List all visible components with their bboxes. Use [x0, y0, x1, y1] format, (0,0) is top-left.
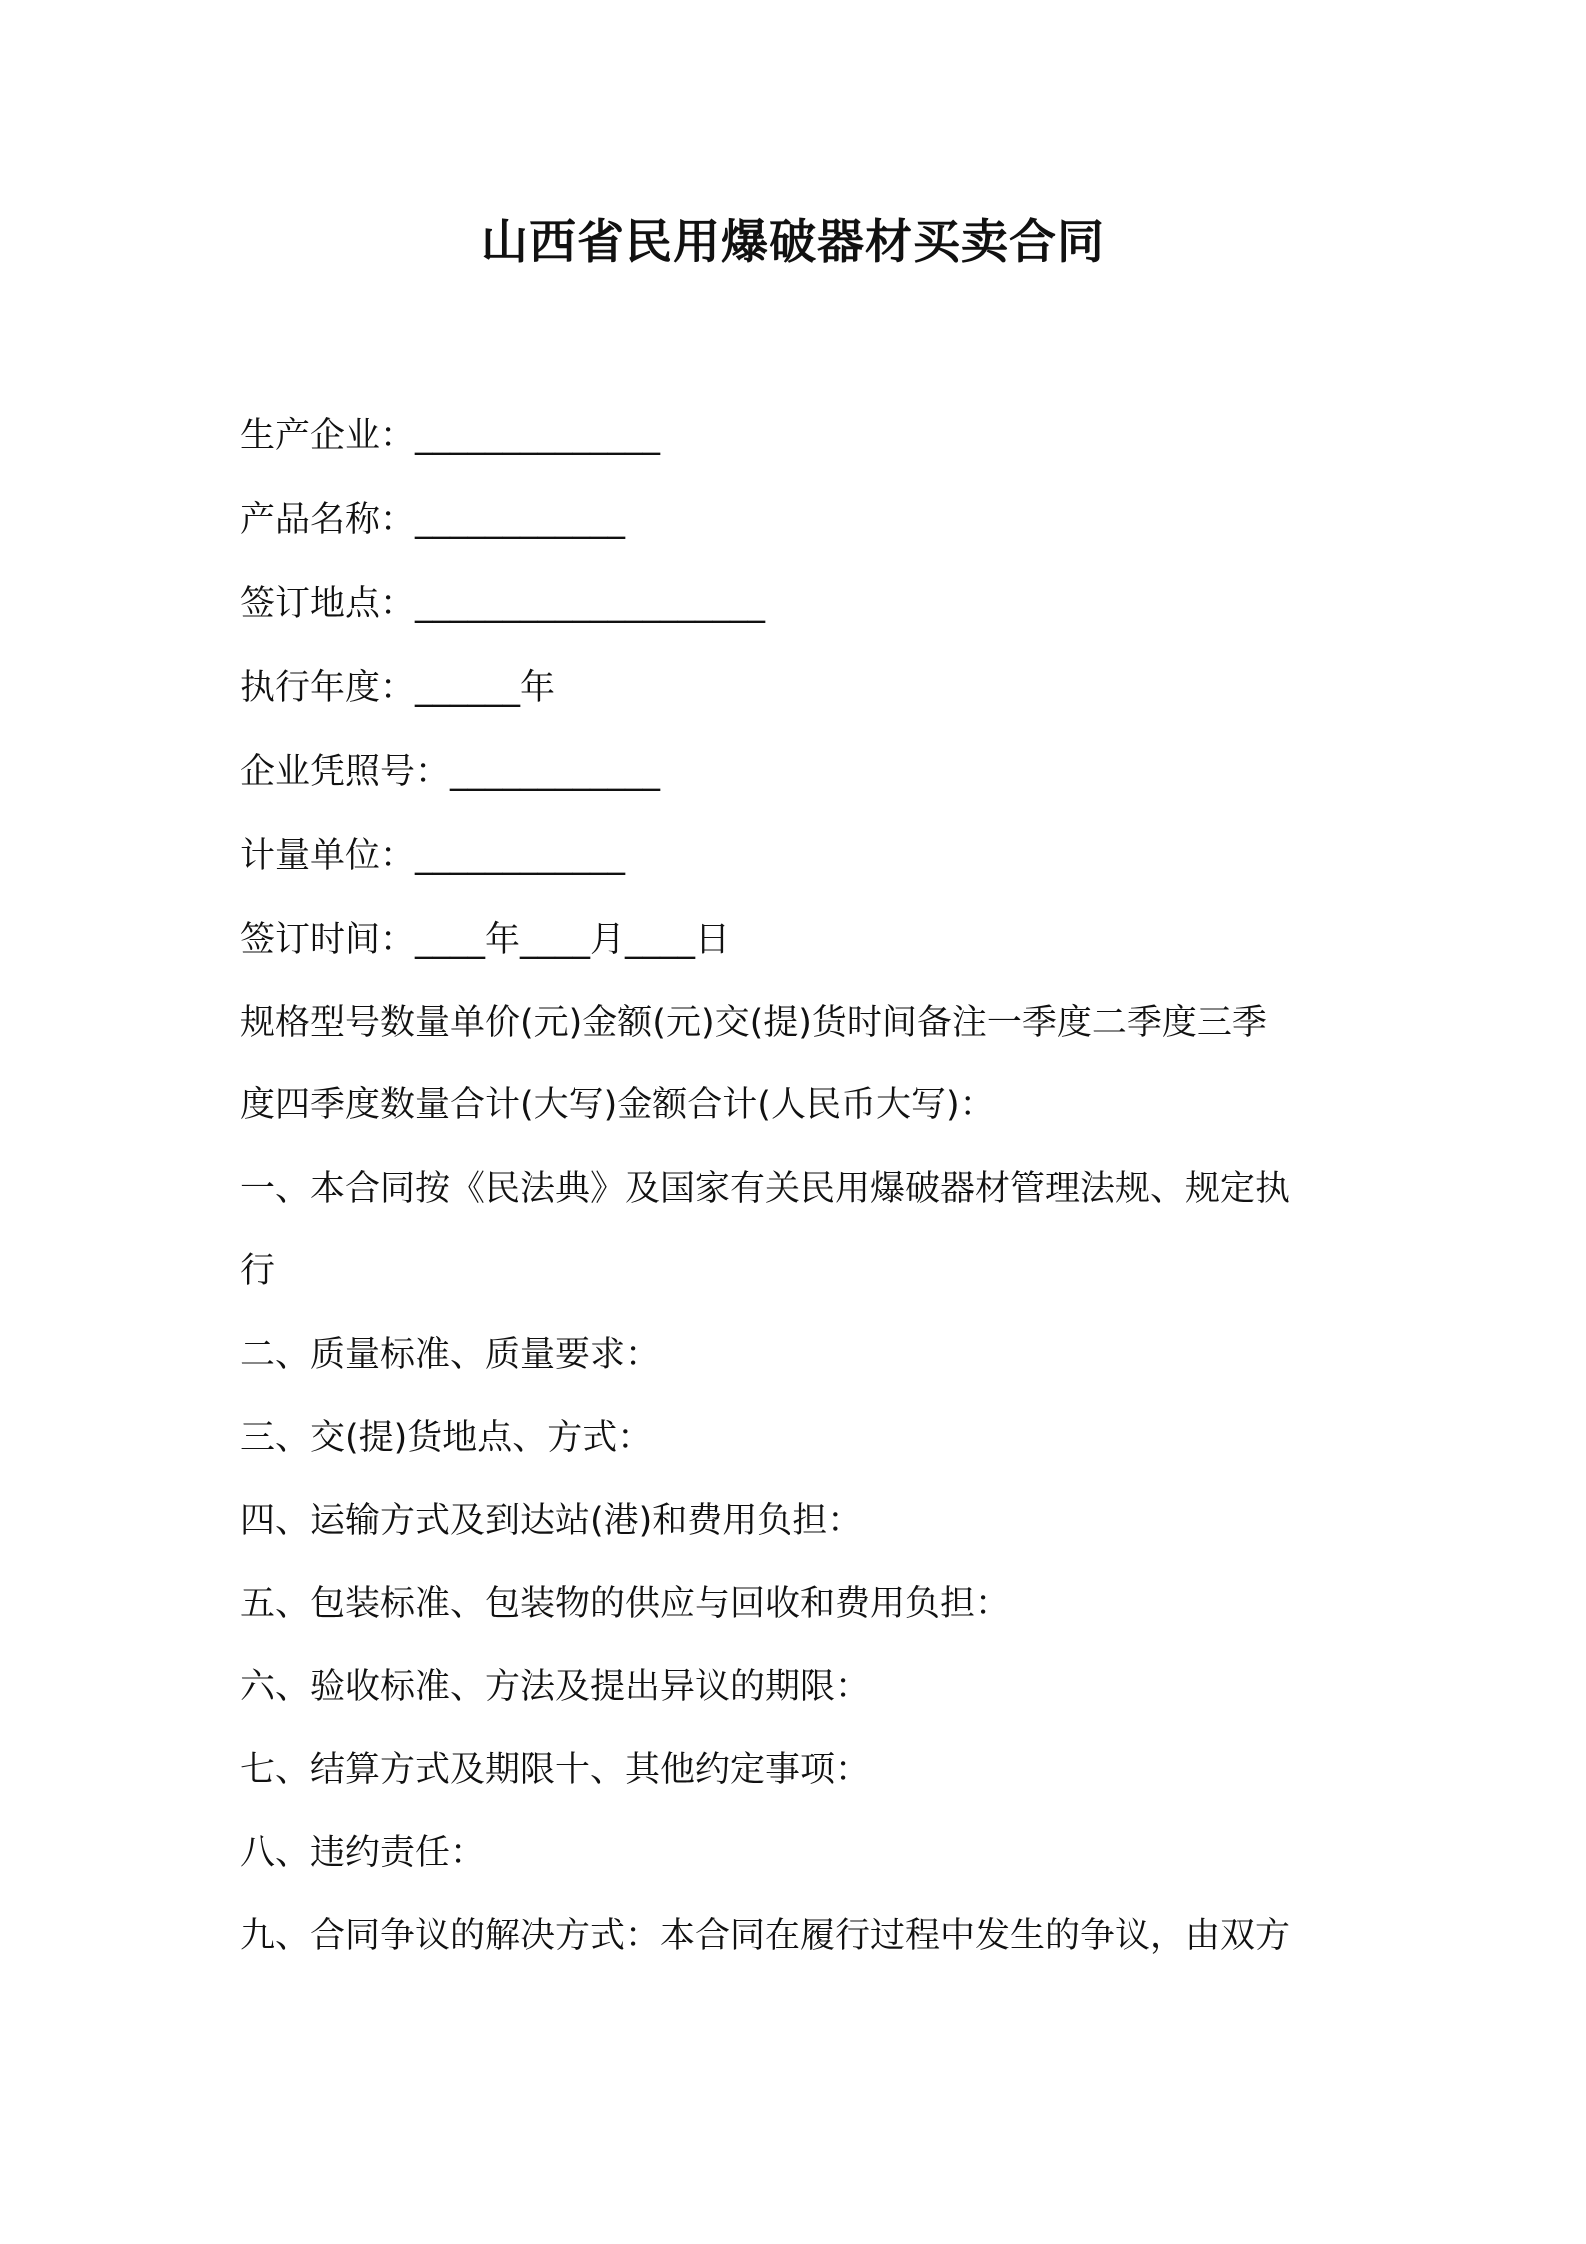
clause-line: 三、交(提)货地点、方式： [240, 1418, 653, 1458]
clause-8 [240, 1812, 1360, 1894]
clause-line: 四、运输方式及到达站(港)和费用负担： [240, 1501, 863, 1541]
field-blank[interactable]: ____年____月____日 [415, 920, 731, 960]
clause-1 [240, 1148, 1360, 1312]
clause-9 [240, 1895, 1360, 1977]
field-measurement-unit [240, 824, 625, 888]
clause-4 [240, 1480, 1360, 1562]
field-label: 计量单位： [240, 836, 416, 876]
field-production-enterprise [240, 404, 660, 468]
clause-line: 九、合同争议的解决方式：本合同在履行过程中发生的争议，由双方 [240, 1916, 1291, 1956]
table-header-line: 规格型号数量单价(元)金额(元)交(提)货时间备注一季度二季度三季 [240, 1003, 1267, 1043]
clause-line: 八、违约责任： [240, 1833, 486, 1873]
clause-line: 一、本合同按《民法典》及国家有关民用爆破器材管理法规、规定执 [240, 1169, 1291, 1209]
field-suffix: 年 [520, 668, 556, 708]
field-execution-year [240, 656, 555, 720]
field-label: 企业凭照号： [240, 752, 451, 792]
table-header-text [240, 982, 1360, 1146]
clause-7 [240, 1729, 1360, 1811]
field-label: 签订时间： [240, 920, 416, 960]
clause-line: 二、质量标准、质量要求： [240, 1335, 661, 1375]
field-product-name [240, 488, 625, 552]
field-blank[interactable]: ____________ [450, 752, 661, 792]
field-label: 产品名称： [240, 500, 416, 540]
clause-line: 七、结算方式及期限十、其他约定事项： [240, 1750, 871, 1790]
field-label: 签订地点： [240, 584, 416, 624]
field-blank[interactable]: ______________ [415, 416, 661, 456]
clause-5 [240, 1563, 1360, 1645]
clause-line: 行 [240, 1251, 276, 1291]
field-label: 生产企业： [240, 416, 416, 456]
field-signing-place [240, 572, 765, 636]
clause-line: 五、包装标准、包装物的供应与回收和费用负担： [240, 1584, 1011, 1624]
clause-6 [240, 1646, 1360, 1728]
document-title: 山西省民用爆破器材买卖合同 [481, 215, 1105, 270]
field-blank[interactable]: ____________________ [415, 584, 766, 624]
clause-2 [240, 1314, 1360, 1396]
clause-3 [240, 1397, 1360, 1479]
field-blank[interactable]: ____________ [415, 836, 626, 876]
table-header-line: 度四季度数量合计(大写)金额合计(人民币大写)： [240, 1085, 995, 1125]
field-signing-date [240, 908, 730, 972]
field-blank[interactable]: ______ [415, 668, 521, 708]
field-blank[interactable]: ____________ [415, 500, 626, 540]
field-label: 执行年度： [240, 668, 416, 708]
clause-line: 六、验收标准、方法及提出异议的期限： [240, 1667, 871, 1707]
field-license-number [240, 740, 660, 804]
